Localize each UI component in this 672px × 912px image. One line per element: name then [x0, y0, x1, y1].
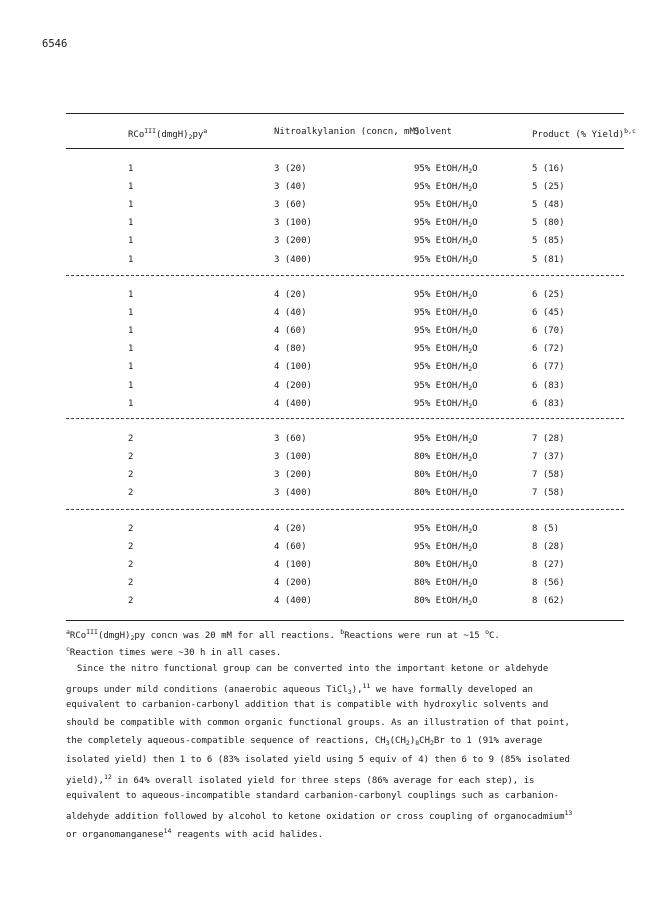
cell-nitroalkylanion: 4 (100)	[274, 362, 312, 373]
cell-reagent: 1	[128, 344, 134, 355]
cell-solvent: 95% EtOH/$H_2O$	[414, 164, 478, 175]
body-line: aldehyde addition followed by alcohol to ketone oxidation or cross coupling of organocadmium$^{13}$	[66, 808, 573, 822]
footnote-a-b: $^aRCo^{III}(dmgH)_2py$ concn was 20 mM for all reactions. $^b$Reactions were run at ~15 $^o$C.	[66, 628, 500, 642]
cell-solvent: 95% EtOH/$H_2O$	[414, 380, 478, 392]
cell-nitroalkylanion: 4 (60)	[274, 542, 307, 553]
cell-nitroalkylanion: 4 (60)	[274, 326, 307, 337]
cell-product: 8 (56)	[532, 578, 565, 589]
cell-nitroalkylanion: 3 (40)	[274, 182, 307, 193]
cell-solvent: 95% EtOH/$H_2O$	[414, 344, 478, 356]
col-header-nitroalkylanion: Nitroalkylanion (concn, mM)	[274, 127, 421, 137]
cell-nitroalkylanion: 4 (20)	[274, 290, 307, 300]
cell-solvent: 95% EtOH/$H_2O$	[414, 326, 478, 338]
cell-solvent: 95% EtOH/$H_2O$	[414, 524, 478, 535]
cell-nitroalkylanion: 4 (100)	[274, 560, 312, 571]
cell-reagent: 1	[128, 326, 134, 337]
cell-product: 5 (25)	[532, 182, 565, 193]
cell-product: 8 (27)	[532, 560, 565, 571]
cell-nitroalkylanion: 4 (200)	[274, 578, 312, 589]
cell-solvent: 95% EtOH/$H_2O$	[414, 200, 478, 212]
body-line: groups under mild conditions (anaerobic aqueous TiCl$_3$),$^{11}$ we have formally developed an	[66, 682, 533, 697]
footnote-c: $^c$Reaction times were ~30 h in all cases.	[66, 645, 282, 658]
cell-nitroalkylanion: 3 (100)	[274, 452, 312, 463]
page-number: 6546	[42, 38, 68, 50]
cell-product: 6 (83)	[532, 380, 565, 391]
cell-product: 5 (16)	[532, 164, 565, 174]
cell-product: 7 (58)	[532, 488, 565, 499]
cell-reagent: 2	[128, 560, 134, 571]
body-line: isolated yield) then 1 to 6 (83% isolated yield using 5 equiv of 4) then 6 to 9 (85% isolated	[66, 754, 570, 765]
cell-reagent: 1	[128, 236, 134, 247]
cell-nitroalkylanion: 3 (200)	[274, 236, 312, 247]
cell-reagent: 2	[128, 488, 134, 499]
cell-reagent: 1	[128, 164, 134, 174]
cell-nitroalkylanion: 3 (60)	[274, 434, 307, 444]
group-separator	[66, 275, 624, 276]
cell-reagent: 1	[128, 362, 134, 373]
cell-nitroalkylanion: 4 (400)	[274, 398, 312, 409]
cell-solvent: 95% EtOH/$H_2O$	[414, 218, 478, 230]
group-separator	[66, 418, 624, 419]
cell-reagent: 1	[128, 308, 134, 319]
cell-solvent: 80% EtOH/$H_2O$	[414, 488, 478, 500]
cell-solvent: 95% EtOH/$H_2O$	[414, 254, 478, 266]
cell-product: 6 (83)	[532, 398, 565, 409]
cell-reagent: 2	[128, 452, 134, 463]
cell-nitroalkylanion: 4 (80)	[274, 344, 307, 355]
cell-nitroalkylanion: 3 (100)	[274, 218, 312, 229]
table-bottom-rule	[66, 620, 624, 621]
table-header-rule	[66, 148, 624, 149]
cell-reagent: 2	[128, 524, 134, 534]
cell-solvent: 95% EtOH/$H_2O$	[414, 362, 478, 374]
cell-nitroalkylanion: 4 (400)	[274, 596, 312, 607]
cell-nitroalkylanion: 4 (200)	[274, 380, 312, 391]
cell-reagent: 2	[128, 470, 134, 481]
cell-product: 5 (81)	[532, 254, 565, 265]
cell-product: 6 (45)	[532, 308, 565, 319]
cell-product: 5 (85)	[532, 236, 565, 247]
body-line: or organomanganese$^{14}$ reagents with acid halides.	[66, 826, 324, 840]
body-line: should be compatible with common organic functional groups. As an illustration of that point,	[66, 718, 570, 729]
cell-solvent: 95% EtOH/$H_2O$	[414, 290, 478, 301]
cell-reagent: 1	[128, 218, 134, 229]
body-line: yield),$^{12}$ in 64% overall isolated yield for three steps (86% average for each step), is	[66, 772, 535, 786]
cell-nitroalkylanion: 3 (60)	[274, 200, 307, 211]
cell-product: 8 (28)	[532, 542, 565, 553]
cell-reagent: 2	[128, 578, 134, 589]
cell-product: 7 (28)	[532, 434, 565, 444]
col-header-reagent: $RCo^{III}(dmgH)_2py^a$	[128, 127, 208, 141]
col-header-solvent: Solvent	[414, 127, 452, 137]
cell-reagent: 2	[128, 596, 134, 607]
cell-solvent: 95% EtOH/$H_2O$	[414, 434, 478, 445]
cell-product: 6 (77)	[532, 362, 565, 373]
cell-reagent: 2	[128, 542, 134, 553]
cell-product: 6 (25)	[532, 290, 565, 300]
cell-reagent: 1	[128, 254, 134, 265]
cell-solvent: 95% EtOH/$H_2O$	[414, 398, 478, 410]
cell-product: 6 (72)	[532, 344, 565, 355]
cell-reagent: 1	[128, 182, 134, 193]
cell-product: 7 (58)	[532, 470, 565, 481]
cell-product: 8 (62)	[532, 596, 565, 607]
body-line: equivalent to aqueous-incompatible standard carbanion-carbonyl couplings such as carbanion-	[66, 790, 560, 801]
cell-solvent: 95% EtOH/$H_2O$	[414, 308, 478, 320]
col-header-product: Product (% Yield)$^{b,c}$	[532, 127, 636, 140]
cell-solvent: 95% EtOH/$H_2O$	[414, 236, 478, 248]
cell-solvent: 95% EtOH/$H_2O$	[414, 182, 478, 194]
cell-nitroalkylanion: 3 (400)	[274, 488, 312, 499]
cell-reagent: 1	[128, 398, 134, 409]
cell-solvent: 80% EtOH/$H_2O$	[414, 578, 478, 590]
cell-product: 5 (48)	[532, 200, 565, 211]
cell-solvent: 80% EtOH/$H_2O$	[414, 560, 478, 572]
cell-solvent: 80% EtOH/$H_2O$	[414, 596, 478, 608]
cell-reagent: 1	[128, 380, 134, 391]
body-line: equivalent to carbanion-carbonyl addition that is compatible with hydroxylic solvents and	[66, 700, 549, 711]
cell-nitroalkylanion: 4 (20)	[274, 524, 307, 534]
cell-product: 6 (70)	[532, 326, 565, 337]
cell-solvent: 80% EtOH/$H_2O$	[414, 470, 478, 482]
cell-nitroalkylanion: 4 (40)	[274, 308, 307, 319]
cell-reagent: 1	[128, 200, 134, 211]
cell-reagent: 1	[128, 290, 134, 300]
group-separator	[66, 509, 624, 510]
table-top-rule	[66, 113, 624, 114]
cell-nitroalkylanion: 3 (20)	[274, 164, 307, 174]
cell-nitroalkylanion: 3 (200)	[274, 470, 312, 481]
cell-nitroalkylanion: 3 (400)	[274, 254, 312, 265]
cell-reagent: 2	[128, 434, 134, 444]
cell-product: 8 (5)	[532, 524, 560, 534]
cell-product: 7 (37)	[532, 452, 565, 463]
body-line: Since the nitro functional group can be converted into the important ketone or aldehyde	[66, 664, 549, 674]
body-line: the completely aqueous-compatible sequence of reactions, $CH_3(CH_2)_8CH_2Br$ to 1 (91% average	[66, 736, 543, 748]
cell-solvent: 95% EtOH/$H_2O$	[414, 542, 478, 554]
cell-product: 5 (80)	[532, 218, 565, 229]
cell-solvent: 80% EtOH/$H_2O$	[414, 452, 478, 464]
